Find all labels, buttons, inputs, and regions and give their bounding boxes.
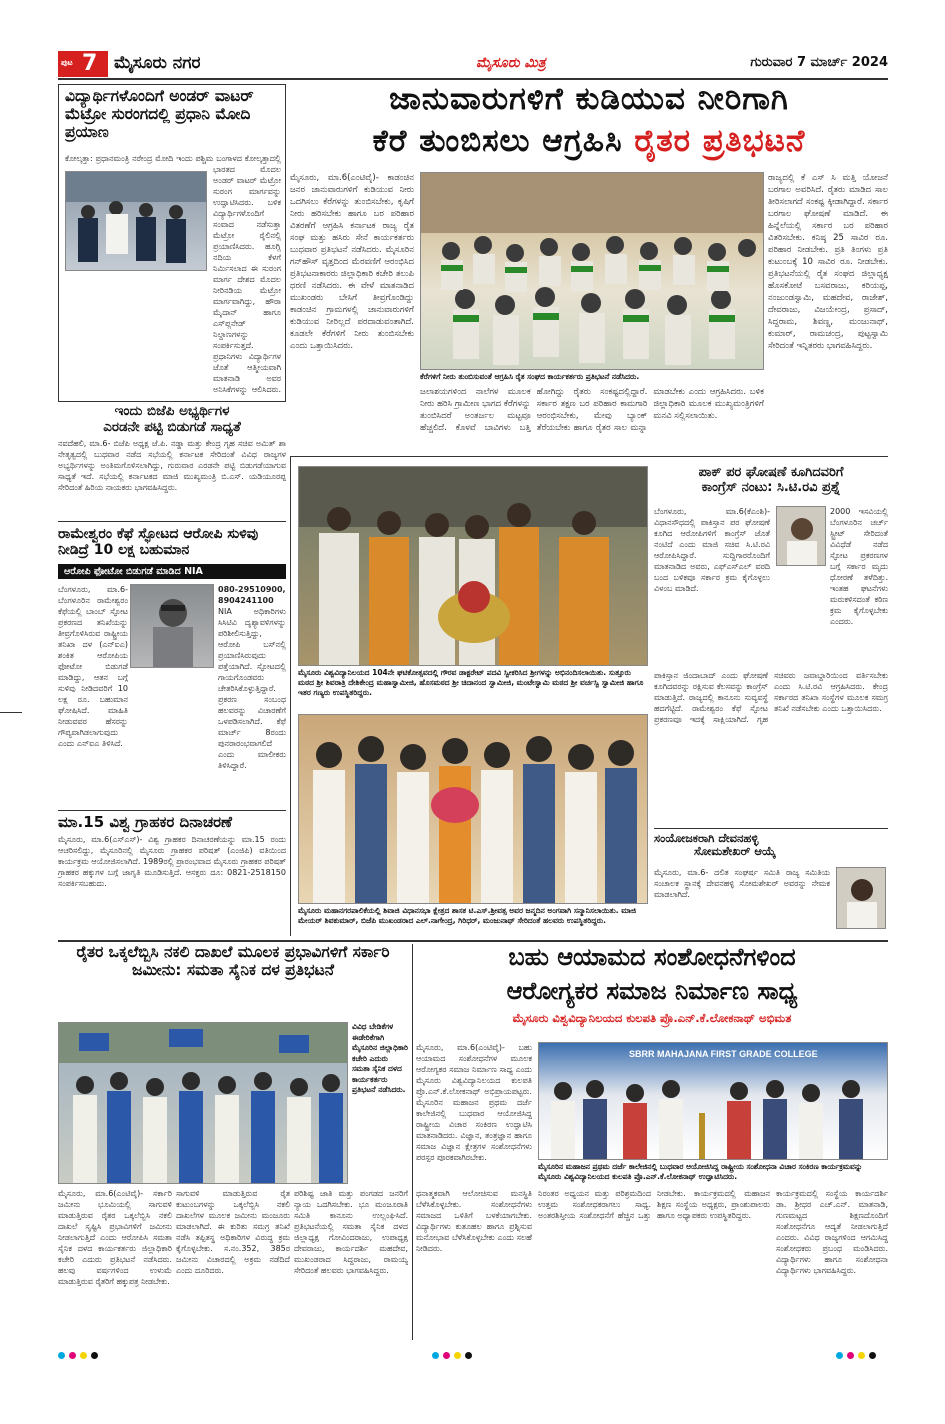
section-rule (290, 456, 888, 457)
research-headline-line2: ಆರೋಗ್ಯಕರ ಸಮಾಜ ನಿರ್ಮಾಣ ಸಾಧ್ಯ (506, 977, 798, 1005)
college-banner: SBRR MAHAJANA FIRST GRADE COLLEGE (629, 1049, 818, 1059)
samata-col3: ಪರಿಶಿಷ್ಟ ಜಾತಿ ಮತ್ತು ಪಂಗಡದ ಜನರಿಗೆ ನ್ಯಾಯ ಒದಗಿಸಬೇಕು. ಭೂ ಮಂಜೂರಾತಿ ಸಮಿತಿ ಕಾನೂನು ಉಲ್ಲಂಘಿಸಿದೆ. ಪ್ರತಿಭಟನೆಯಲ್ಲಿ ಸಮತಾ ಸೈನಿಕ ದಳದ ಜಿಲ್ಲಾಧ್ಯಕ್ಷ ಗೋವಿಂದರಾಜು, ಉಪಾಧ್ಯಕ್ಷ ದೇವರಾಜು, ಕಾರ್ಯದರ್ಶಿ ಮಹದೇವ, ಮುಖಂಡರಾದ ಸಿದ್ದರಾಜು, ರಾಮಯ್ಯ ಸೇರಿದಂತೆ ಹಲವರು ಭಾಗವಹಿಸಿದ್ದರು. (294, 1189, 408, 1275)
consumer-story (58, 810, 286, 930)
modi-body: ಕೋಲ್ಕತ್ತಾ: ಪ್ರಧಾನಮಂತ್ರಿ ನರೇಂದ್ರ ಮೋದಿ ಇಂದು ಪಶ್ಚಿಮ ಬಂಗಾಳದ ಕೋಲ್ಕತ್ತಾದಲ್ಲಿ ಭಾರತದ ಮೊದಲ ಅಂಡರ್ ವಾಟರ್ ಮೆಟ್ರೋ ಸುರಂಗ ಮಾರ್ಗವನ್ನು ಉದ್ಘಾಟಿಸಿದರು. ಬಳಿಕ ವಿದ್ಯಾರ್ಥಿಗಳೊಂದಿಗೆ ಸಂವಾದ ನಡೆಸುತ್ತಾ ಮೆಟ್ರೋ ರೈಲಿನಲ್ಲಿ ಪ್ರಯಾಣಿಸಿದರು. ಹೂಗ್ಲಿ ನದಿಯ ಕೆಳಗೆ ನಿರ್ಮಿಸಲಾದ ಈ ಸುರಂಗ ಮಾರ್ಗ ದೇಶದ ಮೊದಲ ನೀರಿನಡಿಯ ಮೆಟ್ರೋ ಮಾರ್ಗವಾಗಿದ್ದು, ಹೌರಾ ಮೈದಾನ್ ಹಾಗೂ ಎಸ್‌ಪ್ಲನೇಡ್ ನಿಲ್ದಾಣಗಳನ್ನು ಸಂಪರ್ಕಿಸುತ್ತದೆ. ಪ್ರಧಾನಿಗಳು ವಿದ್ಯಾರ್ಥಿಗಳ ಜೊತೆ ಆತ್ಮೀಯವಾಗಿ ಮಾತನಾಡಿ ಅವರ ಅನಿಸಿಕೆಗಳನ್ನು ಆಲಿಸಿದರು. (65, 154, 281, 394)
convener-body: ಮೈಸೂರು, ಮಾ.6- ದಲಿತ ಸಂಘರ್ಷ ಸಮಿತಿ ರಾಜ್ಯ ಸಮಿತಿಯ ಸಂಚಾಲಕ ಸ್ಥಾನಕ್ಕೆ ದೇವನಹಳ್ಳಿ ಸೋಮಶೇಖರ್ ಅವರನ್ನು ನೇಮಕ ಮಾಡಲಾಗಿದೆ. (654, 868, 830, 899)
consumer-headline: ಮಾ.15 ವಿಶ್ವ ಗ್ರಾಹಕರ ದಿನಾಚರಣೆ (58, 813, 232, 831)
convener-story (654, 828, 888, 936)
modi-headline: ವಿದ್ಯಾರ್ಥಿಗಳೊಂದಿಗೆ ಅಂಡರ್ ವಾಟರ್ ಮೆಟ್ರೋ ಸುರಂಗದಲ್ಲಿ ಪ್ರಧಾನಿ ಮೋದಿ ಪ್ರಯಾಣ (65, 88, 254, 141)
reg-dot-magenta (847, 1352, 854, 1359)
felicitation-crowd-illustration (299, 715, 648, 904)
ctravi-headline-line1: ಪಾಕ್ ಪರ ಘೋಷಣೆ ಕೂಗಿದವರಿಗೆ (698, 466, 844, 480)
paper-name: ಮೈಸೂರು ಮಿತ್ರ (476, 55, 546, 71)
convener-headline-line1: ಸಂಯೋಜಕರಾಗಿ ದೇವನಹಳ್ಳಿ (654, 831, 759, 845)
reg-dot-black (91, 1352, 98, 1359)
ctravi-headline-line2: ಕಾಂಗ್ರೆಸ್ ನಂಟು: ಸಿ.ಟಿ.ರವಿ ಪ್ರಶ್ನೆ (701, 479, 841, 495)
felicitation-caption: ಮೈಸೂರು ಮಹಾನಗರಪಾಲಿಕೆಯಲ್ಲಿ ಶಿವಾಜಿ ವಿಧಾನಸಭಾ ಕ್ಷೇತ್ರದ ಶಾಸಕ ಟಿ.ಎಸ್.ಶ್ರೀವತ್ಸ ಅವರ ಜನ್ಮದಿನ ಅಂಗವಾಗಿ ಸನ್ಮಾನಿಸಲಾಯಿತು. ಮಾಜಿ ಮೇಯರ್ ಶಿವಕುಮಾರ್, ಬಿಜೆಪಿ ಮುಖಂಡರಾದ ಎಲ್.ನಾಗೇಂದ್ರ, ಗಿರಿಧರ್, ಮಂಜುನಾಥ್ ಸೇರಿದಂತೆ ಹಲವರು ಉಪಸ್ಥಿತರಿದ್ದರು. (298, 906, 637, 925)
bjp-story (58, 404, 286, 522)
cafe-headline: ರಾಮೇಶ್ವರಂ ಕೆಫೆ ಸ್ಫೋಟದ ಆರೋಪಿ ಸುಳಿವು ನೀಡಿದ್ರೆ 10 ಲಕ್ಷ ಬಹುಮಾನ (58, 526, 259, 559)
masthead-rule (58, 78, 888, 80)
protest-crowd-illustration (421, 173, 764, 370)
research-caption: ಮೈಸೂರಿನ ಮಹಾಜನ ಪ್ರಥಮ ದರ್ಜೆ ಕಾಲೇಜಿನಲ್ಲಿ ಬುಧವಾರ ಆಯೋಜಿಸಿದ್ದ ರಾಷ್ಟ್ರೀಯ ಸಂಶೋಧನಾ ವಿಚಾರ ಸಂಕಿರಣ ಕಾರ್ಯಕ್ರಮವನ್ನು ಮೈಸೂರು ವಿಶ್ವವಿದ್ಯಾನಿಲಯದ ಕುಲಪತಿ ಪ್ರೊ.ಎನ್.ಕೆ.ಲೋಕನಾಥ್ ಉದ್ಘಾಟಿಸಿದರು. (538, 1162, 863, 1181)
bjp-headline-line2: ಎರಡನೇ ಪಟ್ಟಿ ಬಿಡುಗಡೆ ಸಾಧ್ಯತೆ (103, 418, 241, 435)
samata-col1: ಮೈಸೂರು, ಮಾ.6(ಎಂಟಿವೈ)- ಸರ್ಕಾರಿ ಜಮೀನು ಭೂಮಿಯಲ್ಲಿ ಸಾಗುವಳಿ ಮಾಡುತ್ತಿರುವ ರೈತರ ಒಕ್ಕಲೆಬ್ಬಿಸಿ ನಕಲಿ ದಾಖಲೆ ಸೃಷ್ಟಿಸಿ ಪ್ರಭಾವಿಗಳಿಗೆ ಜಮೀನು ನೀಡಲಾಗುತ್ತಿದೆ ಎಂದು ಆರೋಪಿಸಿ ಸಮತಾ ಸೈನಿಕ ದಳದ ಕಾರ್ಯಕರ್ತರು ಜಿಲ್ಲಾಧಿಕಾರಿ ಕಚೇರಿ ಎದುರು ಪ್ರತಿಭಟನೆ ನಡೆಸಿದರು. ಹಲವು ವರ್ಷಗಳಿಂದ ಉಳುಮೆ ಮಾಡುತ್ತಿರುವ ರೈತರಿಗೆ ಹಕ್ಕುಪತ್ರ ನೀಡಬೇಕು. (58, 1189, 172, 1286)
cafe-phone: 080-29510900, 8904241100 (218, 585, 286, 605)
swamiji-felicitation-illustration (299, 467, 648, 666)
page-label: ಪುಟ (61, 58, 73, 67)
reg-dot-yellow (80, 1352, 87, 1359)
trim-mark (0, 712, 22, 713)
lead-headline-line1: ಜಾನುವಾರುಗಳಿಗೆ ಕುಡಿಯುವ ನೀರಿಗಾಗಿ (389, 82, 789, 117)
cafe-body-right (218, 584, 286, 802)
page-number: 7 (82, 51, 98, 76)
lead-headline-line2a: ಕೆರೆ ತುಂಬಿಸಲು ಆಗ್ರಹಿಸಿ (372, 123, 623, 159)
research-photo (538, 1042, 888, 1160)
reg-dot-magenta (69, 1352, 76, 1359)
research-col1: ಧನಾತ್ಮಕವಾಗಿ ಆಲೋಚಿಸುವ ಮನಸ್ಥಿತಿ ಬೆಳೆಸಿಕೊಳ್ಳಬೇಕು. ಸಂಶೋಧನೆಗಳು ಸಮಾಜದ ಒಳಿತಿಗೆ ಬಳಕೆಯಾಗಬೇಕು. ವಿದ್ಯಾರ್ಥಿಗಳು ಕುತೂಹಲ ಹಾಗೂ ಪ್ರಶ್ನಿಸುವ ಮನೋಭಾವ ಬೆಳೆಸಿಕೊಳ್ಳಬೇಕು ಎಂದು ಸಲಹೆ ನೀಡಿದರು. (416, 1189, 532, 1253)
reg-dot-cyan (836, 1352, 843, 1359)
lead-col1: ಮೈಸೂರು, ಮಾ.6(ಎಂಟಿವೈ)- ಕಾಡಂಚಿನ ಜನರ ಜಾನುವಾರುಗಳಿಗೆ ಕುಡಿಯುವ ನೀರು ಒದಗಿಸಲು ಕೆರೆಗಳನ್ನು ತುಂಬಿಸಬೇಕು, ಕೃಷಿಗೆ ನೀರು ಹರಿಸಬೇಕು ಹಾಗೂ ಬರ ಪರಿಹಾರ ವಿತರಣೆಗೆ ಆಗ್ರಹಿಸಿ ಕರ್ನಾಟಕ ರಾಜ್ಯ ರೈತ ಸಂಘ ಮತ್ತು ಹಸಿರು ಸೇನೆ ಕಾರ್ಯಕರ್ತರು ಬುಧವಾರ ಪ್ರತಿಭಟನೆ ನಡೆಸಿದರು. ಮೈಸೂರಿನ ಗನ್‌ಹೌಸ್ ವೃತ್ತದಿಂದ ಮೆರವಣಿಗೆ ಆರಂಭಿಸಿದ ಪ್ರತಿಭಟನಾಕಾರರು ಜಿಲ್ಲಾಧಿಕಾರಿ ಕಚೇರಿ ತಲುಪಿ ಧರಣಿ ನಡೆಸಿದರು. ಈ ವೇಳೆ ಮಾತನಾಡಿದ ಮುಖಂಡರು ಬೇಸಿಗೆ ತೀವ್ರಗೊಂಡಿದ್ದು ಕಾಡಂಚಿನ ಗ್ರಾಮಗಳಲ್ಲಿ ಜಾನುವಾರುಗಳಿಗೆ ಕುಡಿಯುವ ನೀರಿಲ್ಲದೆ ಪರದಾಡುವಂತಾಗಿದೆ. ಕೂಡಲೇ ಕೆರೆಗಳಿಗೆ ನೀರು ತುಂಬಿಸಬೇಕು ಎಂದು ಒತ್ತಾಯಿಸಿದರು. (290, 173, 414, 351)
cafe-body-left: ಬೆಂಗಳೂರು, ಮಾ.6- ಬೆಂಗಳೂರಿನ ರಾಮೇಶ್ವರಂ ಕೆಫೆಯಲ್ಲಿ ಬಾಂಬ್ ಸ್ಫೋಟ ಪ್ರಕರಣದ ತನಿಖೆಯನ್ನು ತೀವ್ರಗೊಳಿಸಿರುವ ರಾಷ್ಟ್ರೀಯ ತನಿಖಾ ದಳ (ಎನ್‌ಐಎ) ಶಂಕಿತ ಆರೋಪಿಯ ಫೋಟೋ ಬಿಡುಗಡೆ ಮಾಡಿದ್ದು, ಆತನ ಬಗ್ಗೆ ಸುಳಿವು ನೀಡಿದವರಿಗೆ 10 ಲಕ್ಷ ರೂ. ಬಹುಮಾನ ಘೋಷಿಸಿದೆ. ಮಾಹಿತಿ ನೀಡುವವರ ಹೆಸರನ್ನು ಗೌಪ್ಯವಾಗಿಡಲಾಗುವುದು ಎಂದು ಎನ್‌ಐಎ ತಿಳಿಸಿದೆ. (58, 585, 128, 748)
lead-col2: ಜಲಾಶಯಗಳಿಂದ ನಾಲೆಗಳ ಮೂಲಕ ನೀರು ಹರಿಸಿ ಗ್ರಾಮೀಣ ಭಾಗದ ಕೆರೆಗಳನ್ನು ತುಂಬಿಸಿದರೆ ಅಂತರ್ಜಲ ಮಟ್ಟವೂ ಹೆಚ್ಚಲಿದೆ. ಕೊಳವೆ ಬಾವಿಗಳು ಬತ್ತಿ ಹೋಗಿದ್ದು ರೈತರು ಸಂಕಷ್ಟದಲ್ಲಿದ್ದಾರೆ. ಸರ್ಕಾರ ತಕ್ಷಣ ಬರ ಪರಿಹಾರ ಕಾಮಗಾರಿ ಆರಂಭಿಸಬೇಕು, ಮೇವು ಬ್ಯಾಂಕ್ ತೆರೆಯಬೇಕು ಹಾಗೂ ರೈತರ ಸಾಲ ಮನ್ನಾ ಮಾಡಬೇಕು ಎಂದು ಆಗ್ರಹಿಸಿದರು. ಬಳಿಕ ಜಿಲ್ಲಾಧಿಕಾರಿ ಮೂಲಕ ಮುಖ್ಯಮಂತ್ರಿಗಳಿಗೆ ಮನವಿ ಸಲ್ಲಿಸಲಾಯಿತು. (420, 387, 764, 433)
suspect-photo (130, 584, 214, 668)
cafe-story (58, 526, 286, 806)
consumer-body: ಮೈಸೂರು, ಮಾ.6(ಎಸ್‌ಎಸ್)- ವಿಶ್ವ ಗ್ರಾಹಕರ ದಿನಾಚರಣೆಯನ್ನು ಮಾ.15 ರಂದು ಆಚರಿಸಲಿದ್ದು, ಮೈಸೂರಿನಲ್ಲಿ ಮೈಸೂರು ಗ್ರಾಹಕರ ಪರಿಷತ್ (ಎಂಜಿಪಿ) ವತಿಯಿಂದ ಕಾರ್ಯಕ್ರಮ ಆಯೋಜಿಸಲಾಗಿದೆ. 1989ರಲ್ಲಿ ಪ್ರಾರಂಭವಾದ ಮೈಸೂರು ಗ್ರಾಹಕರ ಪರಿಷತ್ ಗ್ರಾಹಕರ ಹಕ್ಕುಗಳ ಬಗ್ಗೆ ಜಾಗೃತಿ ಮೂಡಿಸುತ್ತಿದೆ. ಆಸಕ್ತರು ದೂ: 0821-2518150 ಸಂಪರ್ಕಿಸಬಹುದು. (58, 835, 286, 889)
lead-headline-line2 (290, 124, 888, 160)
convener-headline-line2: ಸೋಮಶೇಖರ್ ಆಯ್ಕೆ (694, 844, 776, 859)
convener-photo (836, 867, 886, 929)
reg-dot-black (869, 1352, 876, 1359)
samata-photo (58, 1022, 348, 1184)
samata-col2: ಸಾಗುವಳಿ ಮಾಡುತ್ತಿರುವ ರೈತ ಕುಟುಂಬಗಳನ್ನು ಒಕ್ಕಲೆಬ್ಬಿಸಿ ನಕಲಿ ದಾಖಲೆಗಳ ಮೂಲಕ ಜಮೀನು ಮಂಜೂರು ಮಾಡಲಾಗಿದೆ. ಈ ಕುರಿತು ಸಮಗ್ರ ತನಿಖೆ ನಡೆಸಿ ತಪ್ಪಿತಸ್ಥ ಅಧಿಕಾರಿಗಳ ವಿರುದ್ಧ ಕ್ರಮ ಕೈಗೊಳ್ಳಬೇಕು. ಸ.ನಂ.352, 385ರ ಜಮೀನು ವಿಚಾರದಲ್ಲಿ ಅಕ್ರಮ ನಡೆದಿದೆ ಎಂದು ದೂರಿದರು. (176, 1189, 290, 1275)
ctravi-body1: ಬೆಂಗಳೂರು, ಮಾ.6(ಕೆಎಂಶಿ)- ವಿಧಾನಸೌಧದಲ್ಲಿ ಪಾಕಿಸ್ತಾನ ಪರ ಘೋಷಣೆ ಕೂಗಿದ ಆರೋಪಿಗಳಿಗೆ ಕಾಂಗ್ರೆಸ್ ಜೊತೆ ನಂಟಿದೆ ಎಂದು ಮಾಜಿ ಸಚಿವ ಸಿ.ಟಿ.ರವಿ ಆರೋಪಿಸಿದ್ದಾರೆ. ಸುದ್ದಿಗಾರರೊಂದಿಗೆ ಮಾತನಾಡಿದ ಅವರು, ಎಫ್‌ಎಸ್‌ಎಲ್ ವರದಿ ಬಂದ ಬಳಿಕವೂ ಸರ್ಕಾರ ಕ್ರಮ ಕೈಗೊಳ್ಳಲು ವಿಳಂಬ ಮಾಡಿದೆ. (654, 507, 770, 593)
samata-side-caption: ವಿವಿಧ ಬೇಡಿಕೆಗಳ ಈಡೇರಿಕೆಗಾಗಿ ಮೈಸೂರಿನ ಜಿಲ್ಲಾಧಿಕಾರಿ ಕಚೇರಿ ಎದುರು ಸಮತಾ ಸೈನಿಕ ದಳದ ಕಾರ್ಯಕರ್ತರು ಪ್ರತಿಭಟನೆ ನಡೆಸಿದರು. (352, 1022, 408, 1094)
lead-headline-block (290, 82, 888, 170)
lamp-lighting-illustration (539, 1043, 888, 1160)
bottom-column-rule (412, 944, 413, 1340)
ctravi-story (654, 466, 888, 824)
registration-marks-right (836, 1352, 876, 1359)
bottom-section-rule (58, 940, 888, 942)
research-headline-block (416, 944, 888, 1040)
research-col2: ನಿರಂತರ ಅಧ್ಯಯನ ಮತ್ತು ಪರಿಶ್ರಮದಿಂದ ಉತ್ತಮ ಸಂಶೋಧಕರಾಗಲು ಸಾಧ್ಯ. ಅಂತರಶಿಸ್ತೀಯ ಸಂಶೋಧನೆಗೆ ಹೆಚ್ಚಿನ ಒತ್ತು ನೀಡಬೇಕು. ಕಾರ್ಯಕ್ರಮದಲ್ಲಿ ಮಹಾಜನ ಶಿಕ್ಷಣ ಸಂಸ್ಥೆಯ ಅಧ್ಯಕ್ಷರು, ಪ್ರಾಂಶುಪಾಲರು ಹಾಗೂ ಅಧ್ಯಾಪಕರು ಉಪಸ್ಥಿತರಿದ್ದರು. (538, 1189, 770, 1220)
lead-col3: ರಾಜ್ಯದಲ್ಲಿ ಕೆ ಎಸ್ ಸಿ ಮತ್ತಿ ಯೋಜನೆ ಬರಗಾಲ ಅವರಿಸಿದೆ. ರೈತರು ಮಾಡಿದ ಸಾಲ ತೀರಿಸಲಾಗದೆ ಸಂಕಷ್ಟ ಕ್ಕೀಡಾಗಿದ್ದಾರೆ. ಸರ್ಕಾರ ಬರಗಾಲ ಘೋಷಣೆ ಮಾಡಿದೆ. ಈ ಹಿನ್ನೆಲೆಯಲ್ಲಿ ಸರ್ಕಾರ ಬರ ಪರಿಹಾರ ವಿತರಿಸಬೇಕು. ಕನಿಷ್ಠ 25 ಸಾವಿರ ರೂ. ಪರಿಹಾರ ನೀಡಬೇಕು. ಪ್ರತಿ ತಿಂಗಳು ಪ್ರತಿ ಕುಟುಂಬಕ್ಕೆ 10 ಸಾವಿರ ರೂ. ನೀಡಬೇಕು. ಪ್ರತಿಭಟನೆಯಲ್ಲಿ ರೈತ ಸಂಘದ ಜಿಲ್ಲಾಧ್ಯಕ್ಷ ಹೊಸಕೋಟೆ ಬಸವರಾಜು, ಕರಿಯಪ್ಪ, ನಂಜುಂಡಸ್ವಾಮಿ, ಮಹದೇವ, ರಾಜೇಶ್, ದೇವರಾಜು, ವಿಜಯೇಂದ್ರ, ಪ್ರಸಾದ್, ಸಿದ್ದರಾಮ, ಶಿವಣ್ಣ, ಮಂಜುನಾಥ್, ಕುಮಾರ್, ರಾಮಚಂದ್ರ, ಪುಟ್ಟಸ್ವಾಮಿ ಸೇರಿದಂತೆ ಇನ್ನಿತರರು ಭಾಗವಹಿಸಿದ್ದರು. (768, 173, 888, 351)
cafe-body2: NIA ಅಧಿಕಾರಿಗಳು ಸಿಸಿಟಿವಿ ದೃಶ್ಯಾವಳಿಗಳನ್ನು ಪರಿಶೀಲಿಸುತ್ತಿದ್ದು, ಆರೋಪಿ ಬಸ್‌ನಲ್ಲಿ ಪ್ರಯಾಣಿಸಿರುವುದು ಪತ್ತೆಯಾಗಿದೆ. ಸ್ಫೋಟದಲ್ಲಿ ಗಾಯಗೊಂಡವರು ಚೇತರಿಸಿಕೊಳ್ಳುತ್ತಿದ್ದಾರೆ. ಪ್ರಕರಣ ಸಂಬಂಧ ಹಲವರನ್ನು ವಿಚಾರಣೆಗೆ ಒಳಪಡಿಸಲಾಗಿದೆ. ಕೆಫೆ ಮಾರ್ಚ್ 8ರಂದು ಪುನರಾರಂಭವಾಗಲಿದೆ ಎಂದು ಮಾಲೀಕರು ತಿಳಿಸಿದ್ದಾರೆ. (218, 607, 286, 770)
research-col3: ಕಾರ್ಯಕ್ರಮದಲ್ಲಿ ಸಂಸ್ಥೆಯ ಕಾರ್ಯದರ್ಶಿ ಡಾ. ಶ್ರೀಧರ ಎಚ್.ಎನ್. ಮಾತನಾಡಿ, ಗುಣಮಟ್ಟದ ಶಿಕ್ಷಣದೊಂದಿಗೆ ಸಂಶೋಧನೆಗೂ ಆದ್ಯತೆ ನೀಡಲಾಗುತ್ತಿದೆ ಎಂದರು. ವಿವಿಧ ರಾಜ್ಯಗಳಿಂದ ಆಗಮಿಸಿದ್ದ ಸಂಶೋಧಕರು ಪ್ರಬಂಧ ಮಂಡಿಸಿದರು. ವಿದ್ಯಾರ್ಥಿಗಳು ಹಾಗೂ ಸಂಶೋಧನಾ ವಿದ್ಯಾರ್ಥಿಗಳು ಭಾಗವಹಿಸಿದ್ದರು. (776, 1189, 888, 1275)
lead-photo-caption: ಕೆರೆಗಳಿಗೆ ನೀರು ತುಂಬಿಸುವಂತೆ ಆಗ್ರಹಿಸಿ ರೈತ ಸಂಘದ ಕಾರ್ಯಕರ್ತರು ಪ್ರತಿಭಟನೆ ನಡೆಸಿದರು. (420, 372, 640, 381)
ctravi-portrait (777, 507, 826, 566)
reg-dot-cyan (432, 1352, 439, 1359)
research-body-left: ಮೈಸೂರು, ಮಾ.6(ಎಂಟಿವೈ)- ಬಹು ಆಯಾಮದ ಸಂಶೋಧನೆಗಳ ಮೂಲಕ ಆರೋಗ್ಯಕರ ಸಮಾಜ ನಿರ್ಮಾಣ ಸಾಧ್ಯ ಎಂದು ಮೈಸೂರು ವಿಶ್ವವಿದ್ಯಾನಿಲಯದ ಕುಲಪತಿ ಪ್ರೊ.ಎನ್.ಕೆ.ಲೋಕನಾಥ್ ಅಭಿಪ್ರಾಯಪಟ್ಟರು. ಮೈಸೂರಿನ ಮಹಾಜನ ಪ್ರಥಮ ದರ್ಜೆ ಕಾಲೇಜಿನಲ್ಲಿ ಬುಧವಾರ ಆಯೋಜಿಸಿದ್ದ ರಾಷ್ಟ್ರೀಯ ವಿಚಾರ ಸಂಕಿರಣ ಉದ್ಘಾಟಿಸಿ ಮಾತನಾಡಿದರು. ವಿಜ್ಞಾನ, ತಂತ್ರಜ್ಞಾನ ಹಾಗೂ ಸಮಾಜ ವಿಜ್ಞಾನ ಕ್ಷೇತ್ರಗಳ ಸಂಶೋಧನೆಗಳು ಪರಸ್ಪರ ಪೂರಕವಾಗಿರಬೇಕು. (416, 1043, 532, 1162)
registration-marks-center (432, 1352, 472, 1359)
suspect-figure (131, 585, 214, 668)
reg-dot-yellow (858, 1352, 865, 1359)
reg-dot-yellow (454, 1352, 461, 1359)
modi-story (58, 84, 286, 402)
reg-dot-cyan (58, 1352, 65, 1359)
research-subhead: ಮೈಸೂರು ವಿಶ್ವವಿದ್ಯಾನಿಲಯದ ಕುಲಪತಿ ಪ್ರೊ.ಎನ್.ಕೆ.ಲೋಕನಾಥ್ ಅಭಿಮತ (512, 1011, 792, 1025)
samata-headline: ರೈತರ ಒಕ್ಕಲೆಬ್ಬಿಸಿ ನಕಲಿ ದಾಖಲೆ ಮೂಲಕ ಪ್ರಭಾವಿಗಳಿಗೆ ಸರ್ಕಾರಿ ಜಮೀನು: ಸಮತಾ ಸೈನಿಕ ದಳ ಪ್ರತಿಭಟನೆ (76, 944, 390, 979)
registration-marks-left (58, 1352, 98, 1359)
column-rule-left (290, 456, 291, 936)
mutt-caption: ಮೈಸೂರು ವಿಶ್ವವಿದ್ಯಾನಿಲಯದ 104ನೇ ಘಟಿಕೋತ್ಸವದಲ್ಲಿ ಗೌರವ ಡಾಕ್ಟರೇಟ್ ಪದವಿ ಸ್ವೀಕರಿಸಿದ ಶ್ರೀಗಳನ್ನು ಅಭಿನಂದಿಸಲಾಯಿತು. ಸುತ್ತೂರು ಮಠದ ಶ್ರೀ ಶಿವರಾತ್ರಿ ದೇಶಿಕೇಂದ್ರ ಮಹಾಸ್ವಾಮೀಜಿ, ಹೊಸಮಠದ ಶ್ರೀ ಚಿದಾನಂದ ಸ್ವಾಮೀಜಿ, ಮಂಟೇಸ್ವಾಮಿ ಮಠದ ಶ್ರೀ ವರ್ಚಸ್ವಿ ಸ್ವಾಮೀಜಿ ಹಾಗೂ ಇತರ ಗಣ್ಯರು ಉಪಸ್ಥಿತರಿದ್ದರು. (298, 668, 644, 697)
research-headline-line1: ಬಹು ಆಯಾಮದ ಸಂಶೋಧನೆಗಳಿಂದ (508, 944, 796, 971)
felicitation-photo (298, 714, 648, 904)
lead-photo (420, 172, 764, 370)
cafe-subhead: ಆರೋಪಿ ಫೋಟೋ ಬಿಡುಗಡೆ ಮಾಡಿದ NIA (58, 564, 286, 579)
ctravi-body3: ಪಾಕಿಸ್ತಾನ ಜಿಂದಾಬಾದ್ ಎಂದು ಘೋಷಣೆ ಕೂಗಿದವರನ್ನು ರಕ್ಷಿಸುವ ಕೆಲಸವನ್ನು ಕಾಂಗ್ರೆಸ್ ಮಾಡುತ್ತಿದೆ. ರಾಜ್ಯದಲ್ಲಿ ಕಾನೂನು ಸುವ್ಯವಸ್ಥೆ ಹದಗೆಟ್ಟಿದೆ. ರಾಮೇಶ್ವರಂ ಕೆಫೆ ಸ್ಫೋಟ ಪ್ರಕರಣವೂ ಇದಕ್ಕೆ ಸಾಕ್ಷಿಯಾಗಿದೆ. ಗೃಹ ಸಚಿವರು ಜವಾಬ್ದಾರಿಯಿಂದ ವರ್ತಿಸಬೇಕು ಎಂದು ಸಿ.ಟಿ.ರವಿ ಆಗ್ರಹಿಸಿದರು. ಕೇಂದ್ರ ಸರ್ಕಾರದ ತನಿಖಾ ಸಂಸ್ಥೆಗಳ ಮೂಲಕ ಸಮಗ್ರ ತನಿಖೆ ನಡೆಸಬೇಕು ಎಂದು ಒತ್ತಾಯಿಸಿದರು. (654, 671, 888, 724)
ctravi-body2: 2000 ಇಸವಿಯಲ್ಲಿ ಬೆಂಗಳೂರಿನ ಚರ್ಚ್ ಸ್ಟ್ರೀಟ್ ಸೇರಿದಂತೆ ವಿವಿಧೆಡೆ ನಡೆದ ಸ್ಫೋಟ ಪ್ರಕರಣಗಳ ಬಗ್ಗೆ ಸರ್ಕಾರ ಮೃದು ಧೋರಣೆ ತಳೆದಿತ್ತು. ಇಂತಹ ಘಟನೆಗಳು ಮರುಕಳಿಸದಂತೆ ಕಠಿಣ ಕ್ರಮ ಕೈಗೊಳ್ಳಬೇಕು ಎಂದರು. (830, 507, 888, 626)
reg-dot-black (465, 1352, 472, 1359)
convener-portrait (837, 868, 886, 929)
mutt-photo (298, 466, 648, 666)
lead-headline-line2b: ರೈತರ ಪ್ರತಿಭಟನೆ (634, 123, 806, 159)
reg-dot-magenta (443, 1352, 450, 1359)
page-number-badge (58, 51, 108, 77)
issue-date: ಗುರುವಾರ 7 ಮಾರ್ಚ್ 2024 (750, 55, 888, 70)
section-title: ಮೈಸೂರು ನಗರ (114, 53, 201, 73)
masthead (58, 51, 888, 77)
samata-protest-illustration (59, 1023, 348, 1184)
ctravi-photo (776, 506, 826, 566)
bjp-headline-line1: ಇಂದು ಬಿಜೆಪಿ ಅಭ್ಯರ್ಥಿಗಳ (114, 404, 230, 419)
bjp-body: ನವದೆಹಲಿ, ಮಾ.6- ಬಿಜೆಪಿ ಅಧ್ಯಕ್ಷ ಜೆ.ಪಿ. ನಡ್ಡಾ ಮತ್ತು ಕೇಂದ್ರ ಗೃಹ ಸಚಿವ ಅಮಿತ್ ಶಾ ನೇತೃತ್ವದಲ್ಲಿ ಬುಧವಾರ ನಡೆದ ಸಭೆಯಲ್ಲಿ ಕರ್ನಾಟಕ ಸೇರಿದಂತೆ ವಿವಿಧ ರಾಜ್ಯಗಳ ಅಭ್ಯರ್ಥಿಗಳನ್ನು ಅಂತಿಮಗೊಳಿಸಲಾಗಿದ್ದು, ಗುರುವಾರ ಎರಡನೇ ಪಟ್ಟಿ ಬಿಡುಗಡೆಯಾಗುವ ಸಾಧ್ಯತೆ ಇದೆ. ಸಭೆಯಲ್ಲಿ ಕರ್ನಾಟಕದ ಮಾಜಿ ಮುಖ್ಯಮಂತ್ರಿ ಬಿ.ಎಸ್. ಯಡಿಯೂರಪ್ಪ ಸೇರಿದಂತೆ ಹಿರಿಯ ನಾಯಕರು ಭಾಗವಹಿಸಿದ್ದರು. (58, 439, 286, 493)
